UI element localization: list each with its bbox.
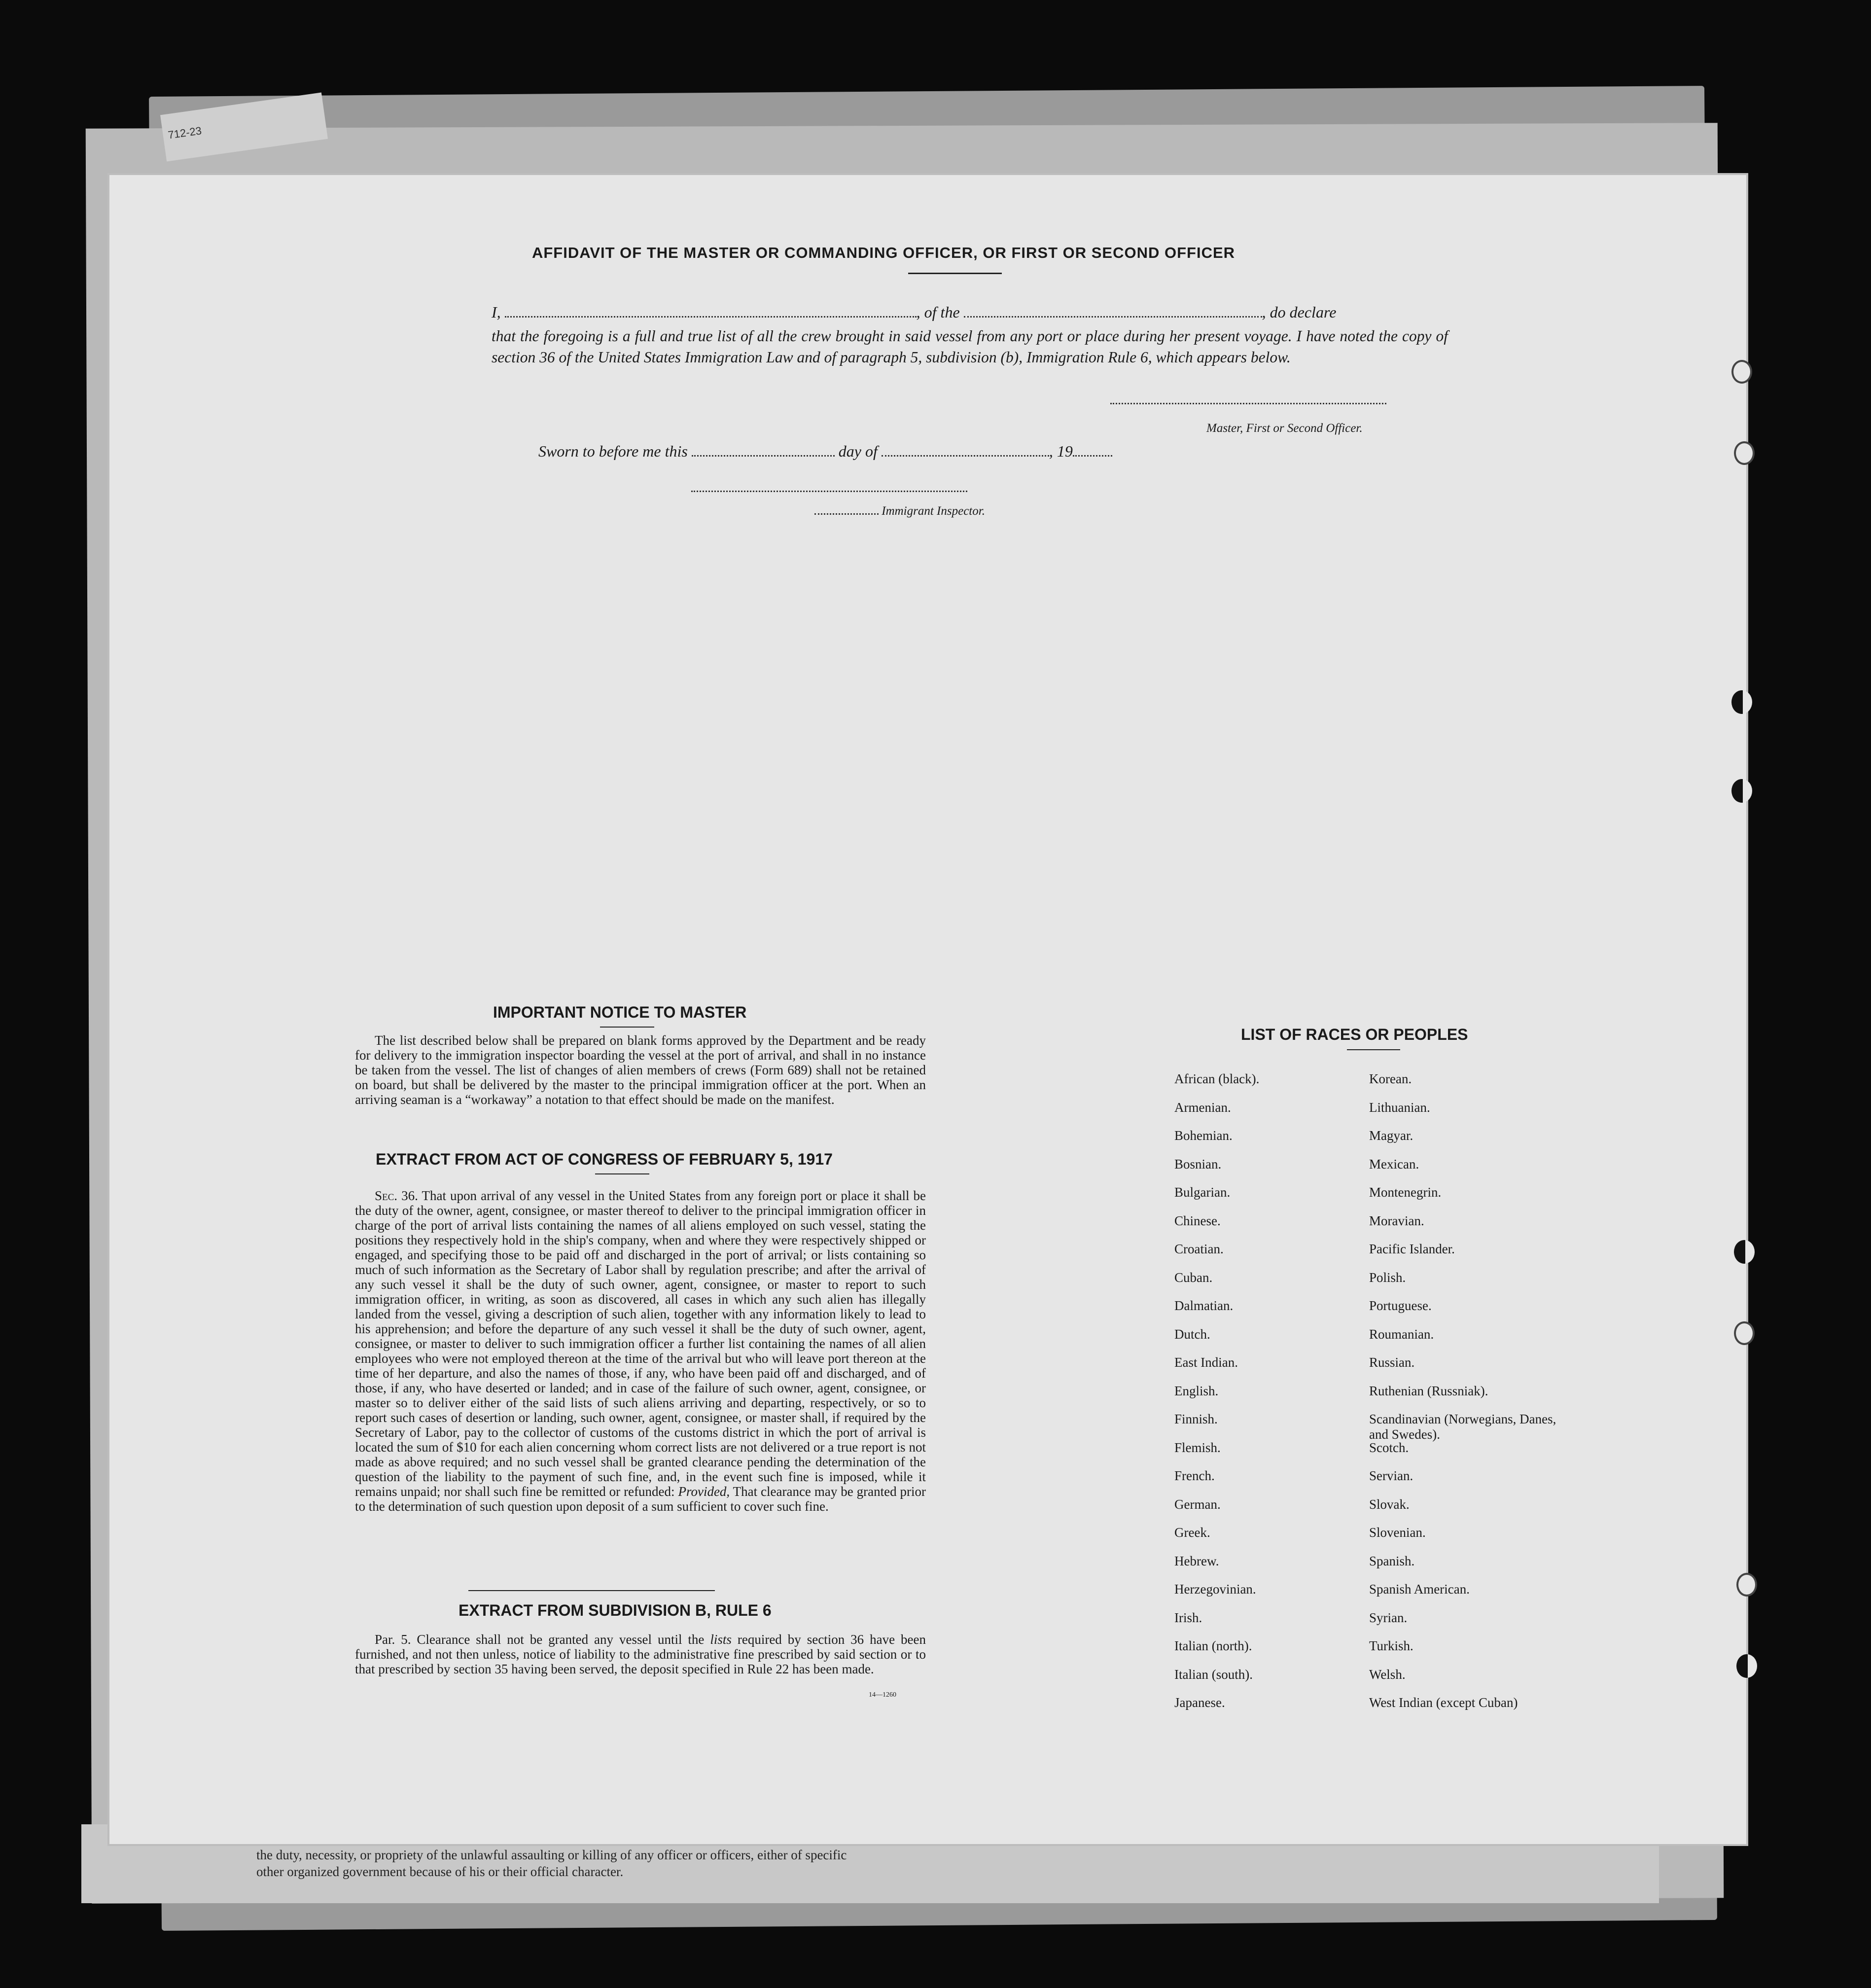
race-item: Spanish. [1369, 1553, 1415, 1568]
races-right-column [1369, 1071, 1556, 1724]
race-item: Montenegrin. [1369, 1185, 1442, 1200]
race-item: Roumanian. [1369, 1326, 1434, 1342]
binder-hole [1731, 360, 1752, 384]
race-item: Dutch. [1174, 1326, 1210, 1342]
sworn-label: Sworn to before me this [538, 442, 688, 460]
form-number: 14—1260 [869, 1691, 896, 1699]
affidavit-title: AFFIDAVIT OF THE MASTER OR COMMANDING OFFICER, OR FIRST OR SECOND OFFICER [531, 244, 1236, 261]
races-left-column [1174, 1071, 1352, 1724]
race-item: Spanish American. [1369, 1582, 1470, 1597]
inspector-line [814, 504, 985, 518]
affidavit-body: that the foregoing is a full and true list of all the crew brought in said vessel from any port or place during her present voyage. I have noted the copy of section 36 of the United States Immigration Law and of paragraph 5, subdivision (b), Immigration Rule 6, which appears below. [492, 327, 1448, 366]
race-item: Slovak. [1369, 1496, 1410, 1512]
race-item: Slovenian. [1369, 1525, 1426, 1540]
race-item: French. [1174, 1468, 1215, 1483]
act-title: EXTRACT FROM ACT OF CONGRESS OF FEBRUARY 5, 1917 [376, 1150, 833, 1168]
race-item: Turkish. [1369, 1638, 1413, 1653]
rule-text-a: Par. 5. Clearance shall not be granted any vessel until the [375, 1632, 705, 1647]
binder-hole [1731, 690, 1752, 714]
binder-hole [1734, 1240, 1755, 1264]
race-item: Finnish. [1174, 1412, 1218, 1426]
race-item: Pacific Islander. [1369, 1242, 1455, 1256]
race-item: Dalmatian. [1174, 1298, 1234, 1313]
race-item: Armenian. [1174, 1100, 1231, 1115]
race-item: Ruthenian (Russniak). [1369, 1383, 1488, 1398]
affidavit-declare-line [492, 303, 1507, 321]
rule-title: EXTRACT FROM SUBDIVISION B, RULE 6 [459, 1601, 772, 1619]
master-signature-label: Master, First or Second Officer. [1206, 422, 1363, 435]
race-item: Welsh. [1369, 1667, 1406, 1682]
act-rule [595, 1173, 649, 1174]
day-of-label: day of [838, 442, 878, 460]
race-item: Bohemian. [1174, 1128, 1233, 1143]
act-provided: Provided, [678, 1484, 730, 1499]
race-item: Italian (north). [1174, 1638, 1252, 1653]
race-item: Magyar. [1369, 1128, 1413, 1143]
form-page [109, 175, 1746, 1844]
sworn-day-field[interactable] [692, 455, 835, 457]
races-title: LIST OF RACES OR PEOPLES [1241, 1026, 1468, 1043]
inspector-field[interactable] [814, 513, 879, 515]
race-item: Mexican. [1369, 1156, 1419, 1172]
binder-hole [1731, 779, 1752, 803]
rule-lists: lists [710, 1632, 732, 1647]
race-item: Irish. [1174, 1610, 1202, 1625]
race-item: Croatian. [1174, 1242, 1224, 1256]
declare-of: , of the [916, 303, 960, 321]
notice-title: IMPORTANT NOTICE TO MASTER [493, 1003, 747, 1021]
act-text-end: That clearance may be granted prior to the determination of such question upon deposit of a sum sufficient to cover such fine. [355, 1484, 926, 1514]
race-item: Moravian. [1369, 1213, 1424, 1228]
act-body [355, 1188, 926, 1514]
race-item: Lithuanian. [1369, 1100, 1430, 1115]
race-item: German. [1174, 1496, 1221, 1512]
race-item: English. [1174, 1383, 1219, 1398]
race-item: Greek. [1174, 1525, 1210, 1540]
race-item: Japanese. [1174, 1695, 1225, 1710]
notice-body: The list described below shall be prepared on blank forms approved by the Department and be ready for delivery to the immigration inspector boarding the vessel at the port of arrival, and shall in no instance be taken from the vessel. The list of changes of alien members of crews (Form 689) shall not be retained on board, but shall be delivered by the master to the principal immigration officer at the port. When an arriving seaman is a “workaway” a notation to that effect should be made on the manifest. [355, 1033, 926, 1107]
sworn-year-field[interactable] [1073, 455, 1112, 457]
race-item: Bosnian. [1174, 1156, 1222, 1172]
inspector-signature-line[interactable] [691, 491, 967, 492]
name-field[interactable] [505, 316, 917, 318]
race-item: Italian (south). [1174, 1667, 1253, 1682]
race-item: Syrian. [1369, 1610, 1408, 1625]
sworn-line [538, 442, 1112, 461]
sworn-month-field[interactable] [882, 455, 1049, 457]
race-item: Herzegovinian. [1174, 1582, 1256, 1597]
declare-declare: , do declare [1262, 303, 1337, 321]
underlying-line-1: the duty, necessity, or propriety of the unlawful assaulting or killing of any officer or officers, either of specific [256, 1847, 847, 1862]
year-label: , 19 [1049, 442, 1073, 460]
race-item: Hebrew. [1174, 1553, 1219, 1568]
race-item: Russian. [1369, 1355, 1415, 1370]
race-item: African (black). [1174, 1071, 1260, 1086]
inspector-label: Immigrant Inspector. [882, 504, 985, 518]
race-item: Cuban. [1174, 1270, 1213, 1285]
binder-hole [1736, 1573, 1757, 1597]
notice-rule [600, 1027, 654, 1028]
binder-hole [1736, 1654, 1757, 1678]
race-item: Portuguese. [1369, 1298, 1432, 1313]
rule-body [355, 1632, 926, 1676]
race-item: Scandinavian (Norwegians, Danes, and Swedes). [1369, 1412, 1556, 1442]
underlying-line-2: other organized government because of his or their official character. [256, 1864, 624, 1879]
race-item: Servian. [1369, 1468, 1413, 1483]
rule-divider [468, 1590, 715, 1591]
race-item: Korean. [1369, 1071, 1412, 1086]
act-text: That upon arrival of any vessel in the United States from any foreign port or place it shall be the duty of the owner, agent, consignee, or master thereof to deliver to the principal immigration officer in charge of the port of arrival lists containing the names of all aliens employed on such vessel, stating the positions they respectively hold in the ship's company, when and where they were respectively shipped or engaged, and specifying those to be paid off and discharged in the port of arrival; or lists containing so much of such information as the Secretary of Labor shall by regulation prescribe; and after the arrival of any such vessel it shall be the duty of such owner, agent, consignee, or master to report to such immigration officer, in writing, as soon as discovered, all cases in which any such alien has illegally landed from the vessel, giving a description of such alien, together with any information likely to lead to his apprehension; and before the departure of any such vessel it shall be the duty of such owner, agent, consignee, or master to deliver to such immigration officer a further list containing the names of all alien employees who were not employed thereon at the time of the arrival but who will leave port thereon at the time of her departure, and also the names of those, if any, who have been paid off and discharged, and of those, if any, who have deserted or landed; and in case of the failure of such owner, agent, consignee, or master so to deliver either of the said lists of such aliens arriving and departing, respectively, or so to report such cases of desertion or landing, such owner, agent, consignee, or master shall, if required by the Secretary of Labor, pay to the collector of customs of the customs district in which the port of arrival is located the sum of $10 for each alien concerning whom correct lists are not delivered or a true report is not made as above required; and no such vessel shall be granted clearance pending the determination of the question of the liability to the payment of such fine, and, in the event such fine is imposed, while it remains unpaid; nor shall such fine be remitted or refunded: [355, 1188, 926, 1499]
underlying-page-text [256, 1846, 1390, 1891]
declare-i: I, [492, 303, 501, 321]
race-item: Bulgarian. [1174, 1185, 1231, 1200]
vessel-field[interactable] [964, 316, 1262, 318]
binder-hole [1734, 441, 1755, 465]
act-section: Sec. 36. [375, 1188, 418, 1203]
race-item: Scotch. [1369, 1440, 1409, 1455]
race-item: Chinese. [1174, 1213, 1221, 1228]
rule-text-b: required by section 36 have been furnished, and not then unless, notice of liability to the administrative fine prescribed by said section or to that prescribed by section 35 having been served, the deposit specified in Rule 22 has been made. [355, 1632, 926, 1676]
binder-hole [1734, 1321, 1755, 1345]
title-rule [908, 273, 1002, 274]
master-signature-line[interactable] [1110, 403, 1386, 404]
races-rule [1347, 1049, 1400, 1050]
form-tag-text: 712-23 [167, 124, 203, 142]
race-item: Flemish. [1174, 1440, 1221, 1455]
race-item: East Indian. [1174, 1355, 1238, 1370]
race-item: Polish. [1369, 1270, 1406, 1285]
race-item: West Indian (except Cuban) [1369, 1695, 1518, 1710]
